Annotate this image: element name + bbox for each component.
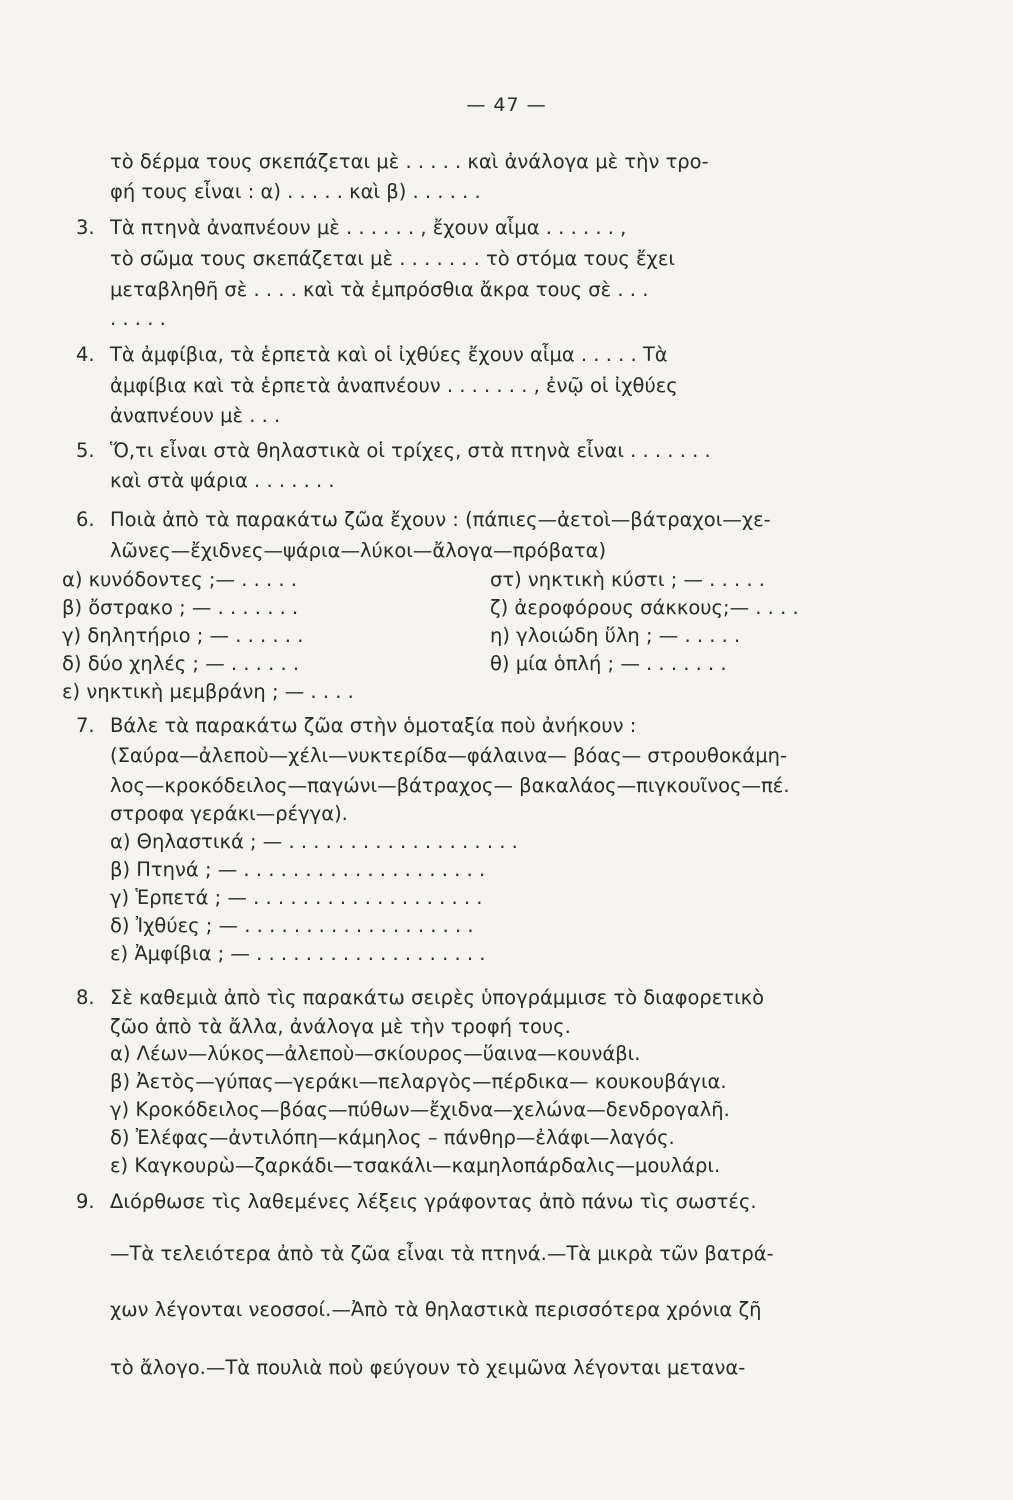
class-line: δ) Ἰχθύες ; — . . . . . . . . . . . . . . . . . . .	[110, 914, 474, 937]
text-line: Τὰ ἀμφίβια, τὰ ἑρπετὰ καὶ οἱ ἰχθύες ἔχουν αἷμα . . . . . Τὰ	[110, 343, 668, 366]
item-number: 5.	[76, 439, 95, 462]
text-line: τὸ ἄλογο.—Τὰ πουλιὰ ποὺ φεύγουν τὸ χειμῶνα λέγονται μετανα-	[110, 1356, 746, 1379]
text-line: καὶ στὰ ψάρια . . . . . . .	[110, 469, 335, 492]
class-line: α) Θηλαστικά ; — . . . . . . . . . . . . . . . . . . .	[110, 830, 518, 853]
question-line: θ) μία ὁπλή ; — . . . . . . .	[490, 652, 727, 675]
series-line: δ) Ἐλέφας—ἀντιλόπη—κάμηλος – πάνθηρ—ἐλάφι—λαγός.	[110, 1126, 675, 1149]
question-line: ζ) ἀεροφόρους σάκκους;— . . . .	[490, 596, 799, 619]
question-line: γ) δηλητήριο ; — . . . . . .	[62, 624, 304, 647]
text-line: στροφα γεράκι—ρέγγα).	[110, 802, 348, 825]
item-number: 3.	[76, 216, 95, 239]
text-line: ζῶο ἀπὸ τὰ ἄλλα, ἀνάλογα μὲ τὴν τροφή τους.	[110, 1015, 571, 1038]
text-line: —Τὰ τελειότερα ἀπὸ τὰ ζῶα εἶναι τὰ πτηνά.—Τὰ μικρὰ τῶν βατρά-	[110, 1242, 774, 1265]
text-line: Βάλε τὰ παρακάτω ζῶα στὴν ὁμοταξία ποὺ ἀνήκουν :	[110, 714, 637, 737]
series-line: β) Ἀετὸς—γύπας—γεράκι—πελαργὸς—πέρδικα— κουκουβάγια.	[110, 1070, 727, 1093]
text-line: τὸ δέρμα τους σκεπάζεται μὲ . . . . . καὶ ἀνάλογα μὲ τὴν τρο-	[110, 150, 709, 173]
item-number: 4.	[76, 343, 95, 366]
text-line: . . . . .	[110, 307, 166, 330]
text-line: φή τους εἶναι : α) . . . . . καὶ β) . . . . . .	[110, 180, 481, 203]
text-line: ἀναπνέουν μὲ . . .	[110, 404, 281, 427]
item-number: 8.	[76, 986, 95, 1009]
class-line: γ) Ἑρπετά ; — . . . . . . . . . . . . . . . . . . .	[110, 886, 483, 909]
text-line: Σὲ καθεμιὰ ἀπὸ τὶς παρακάτω σειρὲς ὑπογράμμισε τὸ διαφορετικὸ	[110, 986, 765, 1009]
series-line: γ) Κροκόδειλος—βόας—πύθων—ἔχιδνα—χελώνα—δενδρογαλῆ.	[110, 1098, 730, 1121]
item-number: 9.	[76, 1190, 95, 1213]
text-line: ἀμφίβια καὶ τὰ ἑρπετὰ ἀναπνέουν . . . . . . . , ἐνῷ οἱ ἰχθύες	[110, 374, 678, 397]
text-line: μεταβληθῆ σὲ . . . . καὶ τὰ ἐμπρόσθια ἄκρα τους σὲ . . .	[110, 278, 649, 301]
question-line: δ) δύο χηλές ; — . . . . . .	[62, 652, 300, 675]
text-line: Τὰ πτηνὰ ἀναπνέουν μὲ . . . . . . , ἔχουν αἷμα . . . . . . ,	[110, 216, 627, 239]
question-line: στ) νηκτικὴ κύστι ; — . . . . .	[490, 568, 765, 591]
text-line: Ποιὰ ἀπὸ τὰ παρακάτω ζῶα ἔχουν : (πάπιες—ἀετοὶ—βάτραχοι—χε-	[110, 508, 771, 531]
series-line: α) Λέων—λύκος—ἀλεποὺ—σκίουρος—ὕαινα—κουνάβι.	[110, 1042, 641, 1065]
text-line: Διόρθωσε τὶς λαθεμένες λέξεις γράφοντας ἀπὸ πάνω τὶς σωστές.	[110, 1190, 757, 1213]
text-line: χων λέγονται νεοσσοί.—Ἀπὸ τὰ θηλαστικὰ περισσότερα χρόνια ζῆ	[110, 1298, 762, 1321]
item-number: 7.	[76, 714, 95, 737]
series-line: ε) Καγκουρὼ—ζαρκάδι—τσακάλι—καμηλοπάρδαλις—μουλάρι.	[110, 1154, 721, 1177]
text-line: λῶνες—ἔχιδνες—ψάρια—λύκοι—ἄλογα—πρόβατα)	[110, 539, 607, 562]
question-line: ε) νηκτικὴ μεμβράνη ; — . . . .	[62, 680, 354, 703]
question-line: β) ὄστρακο ; — . . . . . . .	[62, 596, 299, 619]
text-line: τὸ σῶμα τους σκεπάζεται μὲ . . . . . . . τὸ στόμα τους ἔχει	[110, 247, 675, 270]
item-number: 6.	[76, 508, 95, 531]
question-line: η) γλοιώδη ὕλη ; — . . . . .	[490, 624, 741, 647]
text-line: Ὅ,τι εἶναι στὰ θηλαστικὰ οἱ τρίχες, στὰ πτηνὰ εἶναι . . . . . . .	[110, 439, 711, 462]
class-line: β) Πτηνά ; — . . . . . . . . . . . . . . . . . . . .	[110, 858, 486, 881]
question-line: α) κυνόδοντες ;— . . . . .	[62, 568, 297, 591]
class-line: ε) Ἀμφίβια ; — . . . . . . . . . . . . . . . . . . .	[110, 942, 486, 965]
text-line: λος—κροκόδειλος—παγώνι—βάτραχος— βακαλάος—πιγκουῖνος—πέ.	[110, 774, 790, 797]
page-number: — 47 —	[466, 94, 547, 116]
text-line: (Σαύρα—ἀλεποὺ—χέλι—νυκτερίδα—φάλαινα— βόας— στρουθοκάμη-	[110, 744, 788, 767]
